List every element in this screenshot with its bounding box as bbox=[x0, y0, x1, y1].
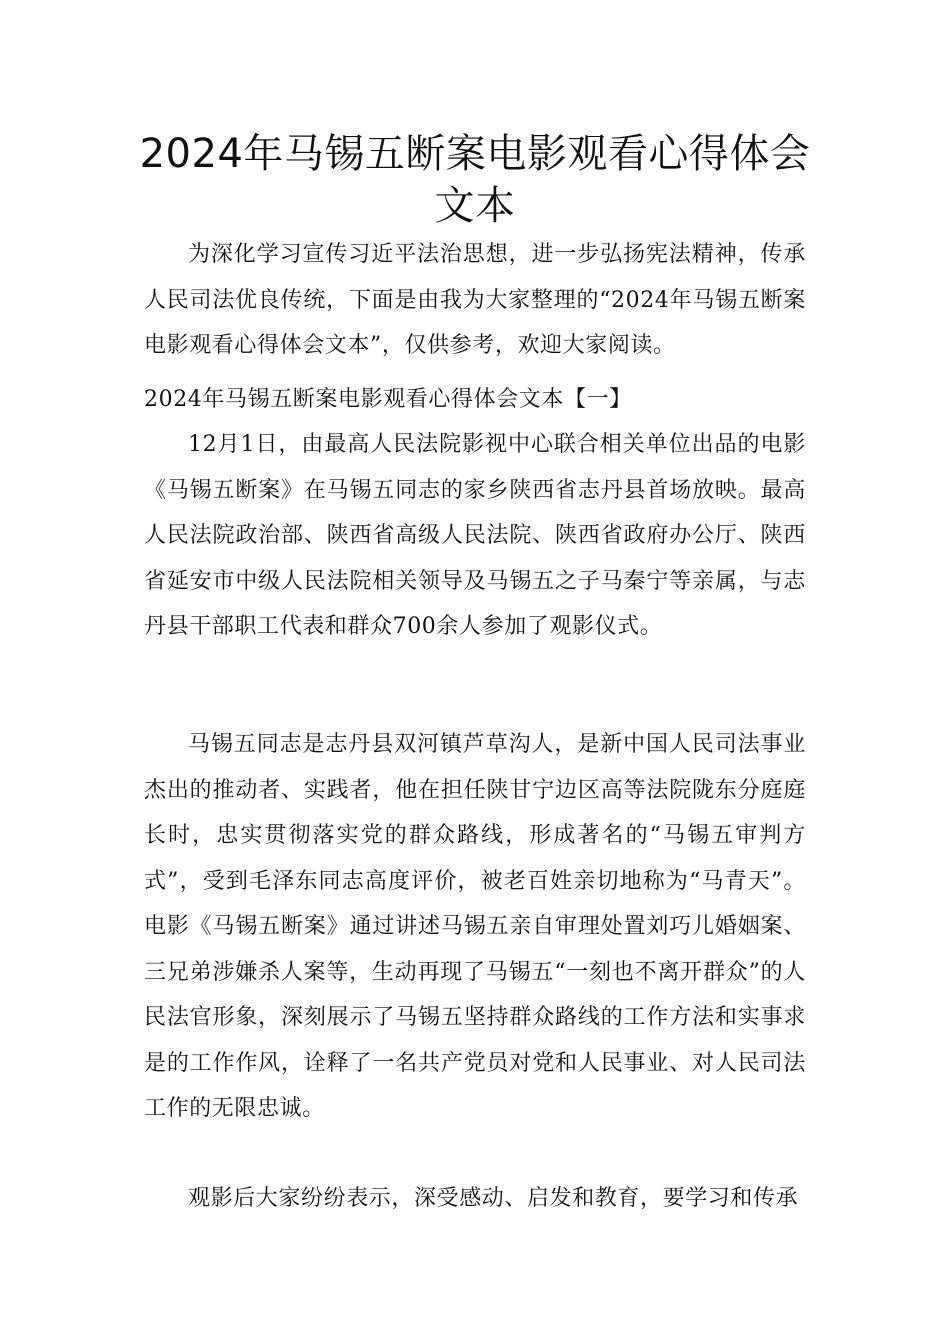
body-paragraph-2: 马锡五同志是志丹县双河镇芦草沟人，是新中国人民司法事业杰出的推动者、实践者，他在担任陕甘宁边区高等法院陇东分庭庭长时，忠实贯彻落实党的群众路线，形成著名的“马锡五审判方式”，受到毛泽东同志高度评价，被老百姓亲切地称为“马青天”。电影《马锡五断案》通过讲述马锡五亲自审理处置刘巧儿婚姻案、三兄弟涉嫌杀人案等，生动再现了马锡五“一刻也不离开群众”的人民法官形象，深刻展示了马锡五坚持群众路线的工作方法和实事求是的工作作风，诠释了一名共产党员对党和人民事业、对人民司法工作的无限忠诚。 bbox=[144, 732, 806, 1121]
document-title: 2024年马锡五断案电影观看心得体会文本 bbox=[139, 131, 811, 229]
body-paragraph-1: 12月1日，由最高人民法院影视中心联合相关单位出品的电影《马锡五断案》在马锡五同志的家乡陕西省志丹县首场放映。最高人民法院政治部、陕西省高级人民法院、陕西省政府办公厅、陕西省延安市中级人民法院相关领导及马锡五之子马秦宁等亲属，与志丹县干部职工代表和群众700余人参加了观影仪式。 bbox=[144, 432, 806, 639]
body-paragraph-3: 观影后大家纷纷表示，深受感动、启发和教育，要学习和传承 bbox=[188, 1186, 799, 1211]
section-heading: 2024年马锡五断案电影观看心得体会文本【一】 bbox=[144, 387, 632, 412]
intro-paragraph: 为深化学习宣传习近平法治思想，进一步弘扬宪法精神，传承人民司法优良传统，下面是由我为大家整理的“2024年马锡五断案电影观看心得体会文本”，仅供参考，欢迎大家阅读。 bbox=[144, 242, 806, 358]
